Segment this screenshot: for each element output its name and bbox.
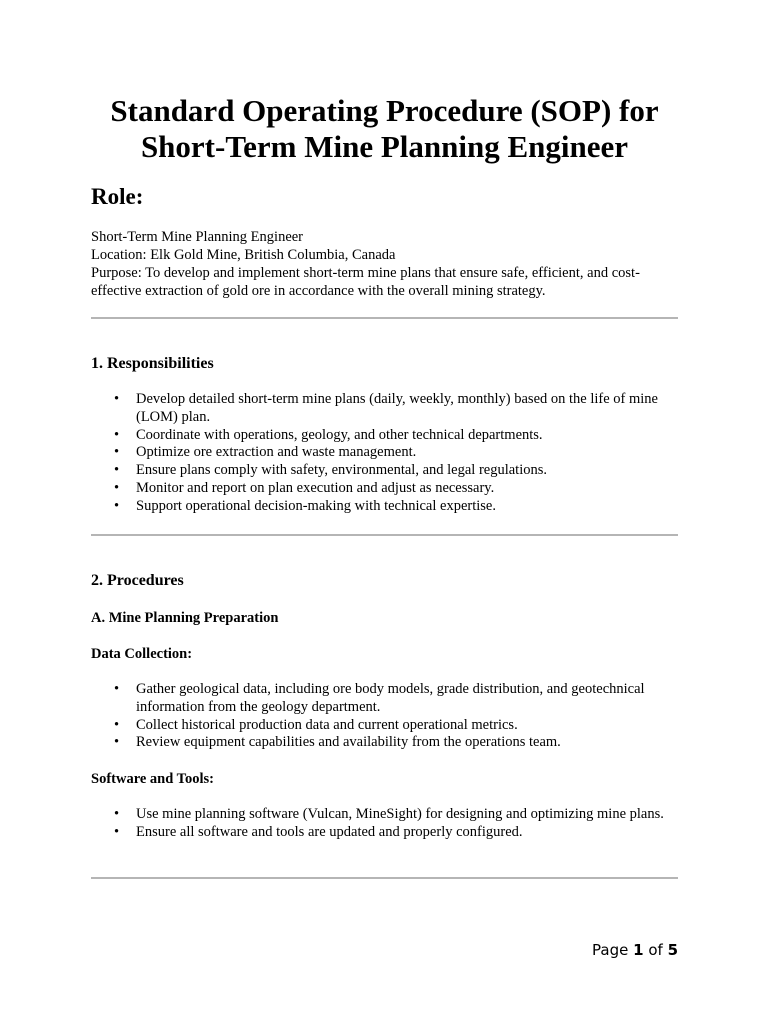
role-title: Short-Term Mine Planning Engineer (91, 229, 304, 245)
role-location: Location: Elk Gold Mine, British Columbia, Canada (91, 247, 396, 263)
mine-planning-preparation-heading: A. Mine Planning Preparation (91, 610, 279, 626)
list-item: • Support operational decision-making with technical expertise. (136, 498, 678, 516)
list-item: • Optimize ore extraction and waste management. (136, 444, 678, 462)
list-item: • Develop detailed short-term mine plans (daily, weekly, monthly) based on the life of mine (LOM) plan. (136, 391, 678, 427)
divider (91, 317, 678, 319)
divider (91, 877, 678, 879)
list-item: • Ensure all software and tools are updated and properly configured. (136, 824, 678, 842)
divider (91, 534, 678, 536)
data-collection-heading: Data Collection: (91, 646, 193, 662)
responsibilities-heading: 1. Responsibilities (91, 355, 214, 372)
list-item: • Use mine planning software (Vulcan, MineSight) for designing and optimizing mine plans. (136, 806, 678, 824)
list-item: • Gather geological data, including ore body models, grade distribution, and geotechnical information from the geology department. (136, 681, 678, 717)
of-label: of (648, 941, 663, 959)
list-item: • Collect historical production data and current operational metrics. (136, 717, 678, 735)
role-heading: Role: (91, 184, 144, 209)
role-details (91, 228, 678, 300)
list-item: • Monitor and report on plan execution and adjust as necessary. (136, 480, 678, 498)
software-tools-list (91, 806, 678, 842)
list-item: • Review equipment capabilities and availability from the operations team. (136, 734, 678, 752)
procedures-heading: 2. Procedures (91, 572, 184, 589)
software-tools-heading: Software and Tools: (91, 771, 215, 787)
responsibilities-list (91, 391, 678, 516)
role-purpose: Purpose: To develop and implement short-term mine plans that ensure safe, efficient, and cost-effective extraction of gold ore in accordance with the overall mining strategy. (91, 265, 640, 299)
page-counter (592, 940, 678, 960)
title-line-1: Standard Operating Procedure (SOP) for (110, 93, 659, 128)
list-item: • Ensure plans comply with safety, environmental, and legal regulations. (136, 462, 678, 480)
title-line-2: Short-Term Mine Planning Engineer (140, 129, 629, 164)
document-title (51, 93, 718, 165)
total-pages-number: 5 (667, 941, 679, 959)
data-collection-list (91, 681, 678, 752)
list-item: • Coordinate with operations, geology, and other technical departments. (136, 427, 678, 445)
current-page-number: 1 (633, 941, 644, 959)
page-label: Page (592, 941, 629, 959)
